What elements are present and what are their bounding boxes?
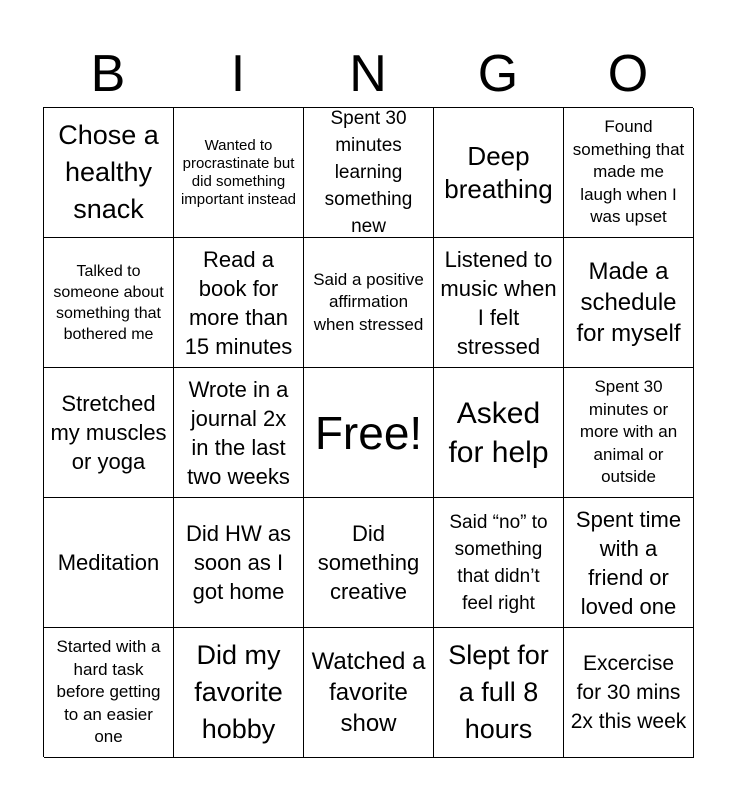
cell-text: Chose a healthy snack — [58, 120, 159, 224]
bingo-cell[interactable] — [44, 238, 174, 368]
bingo-cell[interactable] — [564, 628, 694, 758]
cell-text: Listened to music when I felt stressed — [440, 246, 557, 359]
bingo-cell[interactable] — [434, 628, 564, 758]
cell-text: Wanted to procrastinate but did something important instead — [180, 136, 297, 208]
header-letter-o: O — [607, 45, 649, 103]
cell-text: Said “no” to something that didn’t feel right — [449, 511, 548, 614]
header-letter-b: B — [90, 45, 126, 103]
bingo-cell[interactable] — [304, 238, 434, 368]
bingo-cell[interactable] — [434, 368, 564, 498]
bingo-cell[interactable] — [434, 498, 564, 628]
cell-text: Excercise for 30 mins 2x this week — [570, 652, 687, 733]
bingo-cell[interactable] — [174, 498, 304, 628]
header-letter-g: G — [477, 45, 519, 103]
bingo-cell[interactable] — [304, 498, 434, 628]
cell-text: Started with a hard task before getting to an easier one — [56, 637, 161, 747]
cell-text: Did my favorite hobby — [194, 640, 283, 744]
free-space-text: Free! — [314, 406, 423, 459]
cell-text: Said a positive affirmation when stressed — [313, 269, 424, 334]
bingo-cell[interactable] — [44, 368, 174, 498]
cell-text: Read a book for more than 15 minutes — [184, 246, 293, 359]
bingo-cell[interactable] — [434, 108, 564, 238]
bingo-cell[interactable] — [304, 368, 434, 498]
bingo-cell[interactable] — [44, 108, 174, 238]
bingo-cell[interactable] — [44, 498, 174, 628]
bingo-cell[interactable] — [564, 368, 694, 498]
cell-text: Watched a favorite show — [311, 648, 426, 737]
cell-text: Asked for help — [448, 396, 549, 469]
cell-text: Spent 30 minutes or more with an animal or outside — [579, 377, 678, 487]
cell-text: Deep breathing — [444, 140, 553, 204]
cell-text: Stretched my muscles or yoga — [50, 391, 167, 474]
bingo-cell[interactable] — [564, 498, 694, 628]
bingo-cell[interactable] — [174, 628, 304, 758]
bingo-cell[interactable] — [564, 108, 694, 238]
bingo-cell[interactable] — [304, 108, 434, 238]
bingo-grid — [43, 107, 693, 757]
bingo-cell[interactable] — [174, 238, 304, 368]
header-letter-n: N — [349, 45, 387, 103]
cell-text: Did HW as soon as I got home — [185, 521, 292, 604]
cell-text: Spent time with a friend or loved one — [575, 506, 682, 619]
bingo-cell[interactable] — [304, 628, 434, 758]
cell-text: Spent 30 minutes learning something new — [324, 108, 413, 237]
cell-text: Wrote in a journal 2x in the last two weeks — [187, 376, 290, 489]
cell-text: Did something creative — [317, 521, 420, 604]
cell-text: Made a schedule for myself — [576, 258, 681, 347]
header-letter-i: I — [230, 45, 246, 103]
bingo-cell[interactable] — [174, 108, 304, 238]
bingo-cell[interactable] — [174, 368, 304, 498]
bingo-header — [43, 40, 693, 108]
bingo-cell[interactable] — [564, 238, 694, 368]
cell-text: Found something that made me laugh when I was upset — [572, 117, 685, 227]
bingo-cell[interactable] — [434, 238, 564, 368]
bingo-cell[interactable] — [44, 628, 174, 758]
cell-text: Slept for a full 8 hours — [448, 640, 549, 744]
cell-text: Meditation — [57, 550, 160, 575]
cell-text: Talked to someone about something that bothered me — [53, 262, 164, 343]
